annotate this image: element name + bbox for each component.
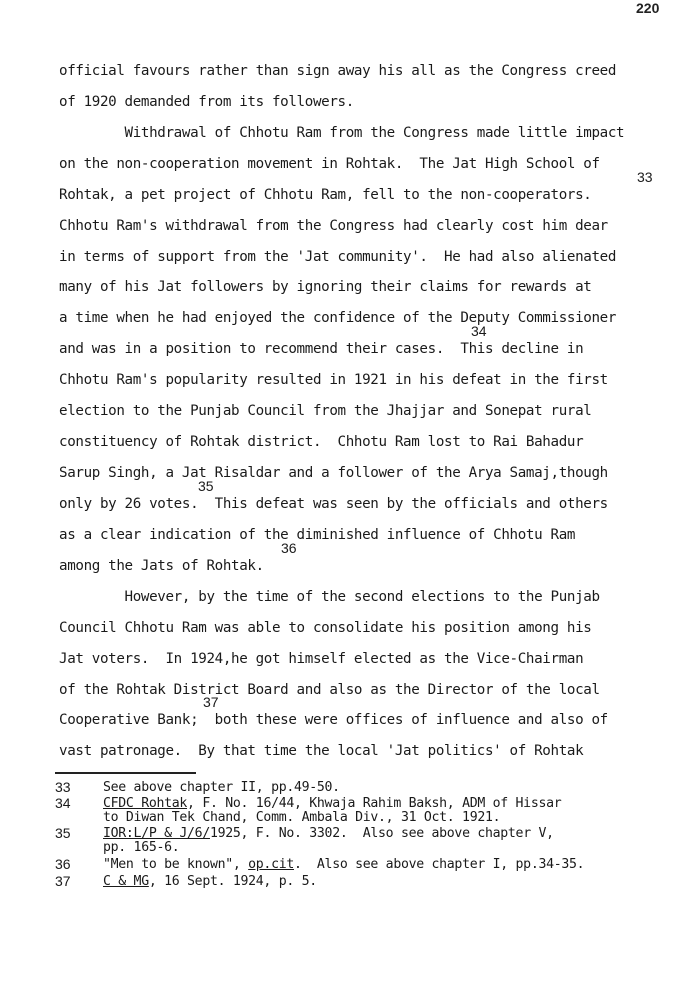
body-line: and was in a position to recommend their cases. This decline in: [59, 341, 584, 357]
body-line: However, by the time of the second elections to the Punjab: [59, 589, 600, 605]
body-line: of 1920 demanded from its followers.: [59, 94, 354, 110]
footnote-text: [103, 780, 340, 795]
body-line: as a clear indication of the diminished influence of Chhotu Ram: [59, 527, 576, 543]
footnote-source: CFDC Rohtak: [103, 796, 188, 811]
body-line: Jat voters. In 1924,he got himself elected as the Vice-Chairman: [59, 651, 584, 667]
body-line: in terms of support from the 'Jat community'. He had also alienated: [59, 249, 617, 265]
footnote-number: 34: [55, 795, 71, 811]
footnote-source: op.cit: [248, 857, 294, 872]
footnote-marker: 35: [198, 478, 214, 494]
footnote-detail: . Also see above chapter I, pp.34-35.: [294, 857, 585, 872]
body-line: among the Jats of Rohtak.: [59, 558, 264, 574]
footnote-text: [103, 810, 500, 825]
body-line: many of his Jat followers by ignoring their claims for rewards at: [59, 279, 592, 295]
footnote-text: [103, 857, 584, 872]
footnote-number: 37: [55, 873, 71, 889]
body-line: a time when he had enjoyed the confidence of the Deputy Commissioner: [59, 310, 617, 326]
footnote-detail: See above chapter II, pp.49-50.: [103, 780, 340, 795]
footnote-detail: pp. 165-6.: [103, 840, 180, 855]
footnote-number: 33: [55, 779, 71, 795]
footnote-detail: to Diwan Tek Chand, Comm. Ambala Div., 31 Oct. 1921.: [103, 810, 501, 825]
body-line: on the non-cooperation movement in Rohtak. The Jat High School of: [59, 156, 600, 172]
footnote-detail: 1925, F. No. 3302. Also see above chapter V,: [209, 826, 554, 841]
body-line: constituency of Rohtak district. Chhotu Ram lost to Rai Bahadur: [59, 434, 584, 450]
footnote-source: C & MG: [103, 874, 149, 889]
footnote-marker: 34: [471, 323, 487, 339]
page-number: 220: [636, 0, 660, 16]
footnote-text: [103, 796, 561, 811]
body-line: Rohtak, a pet project of Chhotu Ram, fell to the non-cooperators.: [59, 187, 592, 203]
footnote-detail: , F. No. 16/44, Khwaja Rahim Baksh, ADM of Hissar: [187, 796, 562, 811]
footnote-text: [103, 840, 179, 855]
body-line: only by 26 votes. This defeat was seen by the officials and others: [59, 496, 608, 512]
footnote-detail: "Men to be known",: [103, 857, 249, 872]
body-line: official favours rather than sign away his all as the Congress creed: [59, 63, 617, 79]
footnote-source: IOR:L/P & J/6/: [103, 826, 210, 841]
body-line: Council Chhotu Ram was able to consolidate his position among his: [59, 620, 592, 636]
body-line: Withdrawal of Chhotu Ram from the Congress made little impact: [59, 125, 625, 141]
footnote-marker: 33: [637, 169, 653, 185]
body-line: Chhotu Ram's popularity resulted in 1921 in his defeat in the first: [59, 372, 608, 388]
body-line: election to the Punjab Council from the Jhajjar and Sonepat rural: [59, 403, 592, 419]
footnote-marker: 36: [281, 540, 297, 556]
footnote-number: 35: [55, 825, 71, 841]
footnote-marker: 37: [203, 694, 219, 710]
body-line: Sarup Singh, a Jat Risaldar and a follower of the Arya Samaj,though: [59, 465, 608, 481]
body-line: vast patronage. By that time the local 'Jat politics' of Rohtak: [59, 743, 584, 759]
body-line: of the Rohtak District Board and also as the Director of the local: [59, 682, 600, 698]
footnote-number: 36: [55, 856, 71, 872]
footnote-text: [103, 826, 554, 841]
footnote-detail: , 16 Sept. 1924, p. 5.: [148, 874, 317, 889]
body-line: Cooperative Bank; both these were offices of influence and also of: [59, 712, 608, 728]
footnote-text: [103, 874, 317, 889]
body-line: Chhotu Ram's withdrawal from the Congress had clearly cost him dear: [59, 218, 608, 234]
footnote-divider: [55, 772, 196, 774]
